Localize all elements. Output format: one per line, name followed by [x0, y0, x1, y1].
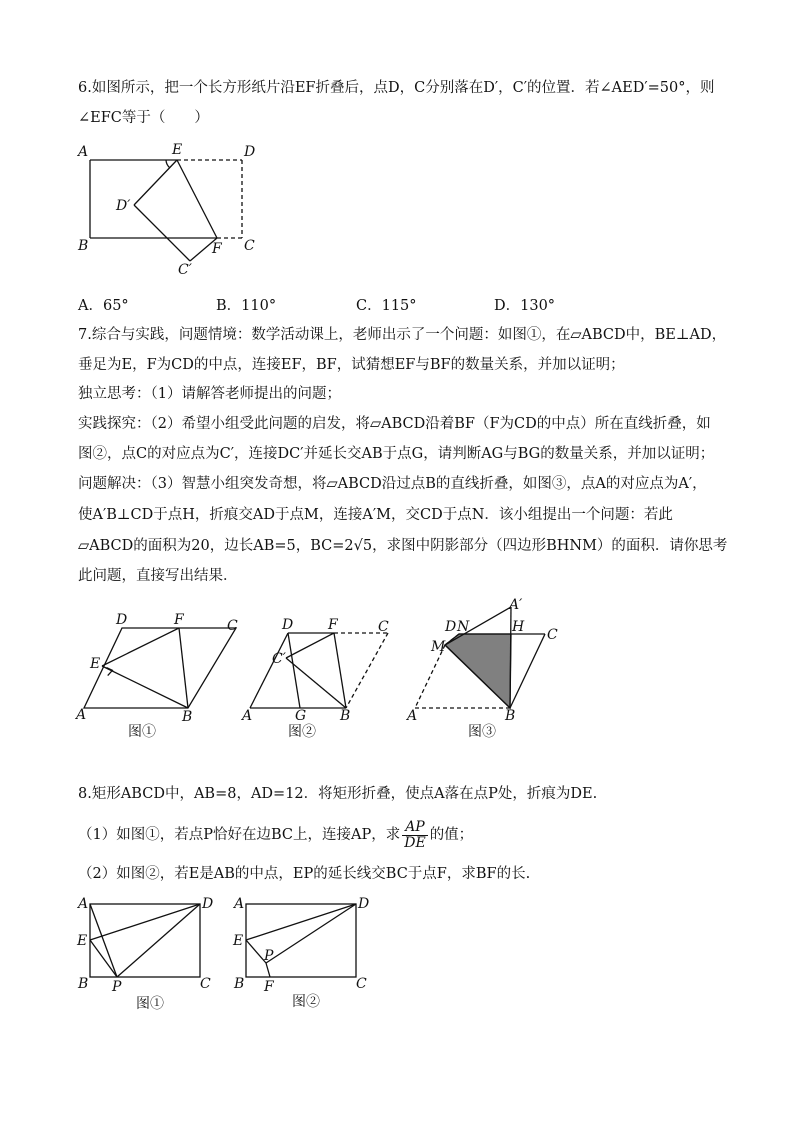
q7f2-label-G: G: [295, 708, 307, 724]
q7-line-7: 使A′B⊥CD于点H，折痕交AD于点M，连接A′M，交CD于点N．该小组提出一个问题：若此: [78, 507, 673, 523]
q8f2-label-C: C: [356, 976, 367, 992]
q6-option-b: B．110°: [216, 298, 277, 314]
q6-figure: [72, 138, 272, 288]
q8-figure-2: [228, 890, 388, 1018]
q8-fraction: [402, 820, 427, 851]
q7-figure-3: [405, 597, 575, 745]
q8-fraction-num: AP: [402, 820, 427, 836]
q7f3-caption: 图③: [468, 724, 496, 740]
q8f2-label-B: B: [234, 976, 245, 992]
q8f1-label-E: E: [77, 933, 88, 949]
q8-stem: 8.矩形ABCD中，AB=8，AD=12．将矩形折叠，使点A落在点P处，折痕为DE.: [78, 786, 598, 802]
q8-figure-1: [72, 890, 232, 1018]
q7-line-1: 7.综合与实践，问题情境：数学活动课上，老师出示了一个问题：如图①，在▱ABCD中，BE⊥AD，: [78, 327, 727, 343]
q8f2-label-A: A: [234, 896, 245, 912]
q6-label-Cprime: C′: [178, 262, 192, 278]
q7-line-5: 图②，点C的对应点为C′，连接DC′并延长交AB于点G，请判断AG与BG的数量关系，并加以证明；: [78, 446, 715, 462]
q7-figure-2: [238, 600, 403, 745]
q6-label-F: F: [212, 241, 222, 257]
q6-option-d: D．130°: [494, 298, 556, 314]
q6-label-B: B: [78, 238, 89, 254]
q7-line-4: 实践探究：（2）希望小组受此问题的启发，将▱ABCD沿着BF（F为CD的中点）所在直线折叠，如: [78, 416, 711, 432]
q7f2-label-C: C: [378, 619, 389, 635]
q7f3-label-A: A: [407, 708, 418, 724]
q7f1-label-C: C: [227, 618, 238, 634]
q8-part2: （2）如图②，若E是AB的中点，EP的延长线交BC于点F，求BF的长.: [78, 866, 531, 882]
q7-line-8: ▱ABCD的面积为20，边长AB=5，BC=2√5，求图中阴影部分（四边形BHNM）的面积．请你思考: [78, 538, 728, 554]
q8f1-label-D: D: [202, 896, 214, 912]
q6-option-c: C．115°: [356, 298, 417, 314]
q8f1-label-P: P: [112, 979, 122, 995]
q7f1-label-E: E: [90, 656, 101, 672]
q8f2-label-D: D: [358, 896, 370, 912]
q7f3-label-N: N: [457, 619, 470, 635]
q7f1-label-F: F: [174, 612, 184, 628]
q6-label-D: D: [244, 144, 256, 160]
q7f3-label-C: C: [547, 627, 558, 643]
q6-option-a: A．65°: [78, 298, 129, 314]
q8-part1: [78, 818, 473, 852]
q7f2-caption: 图②: [288, 724, 316, 740]
q7f1-label-A: A: [76, 707, 87, 723]
q8-part1-post: 的值；: [429, 827, 474, 843]
q8f2-label-E: E: [233, 933, 244, 949]
q7-line-3: 独立思考：（1）请解答老师提出的问题；: [78, 386, 341, 402]
q7f3-label-M: M: [431, 639, 446, 655]
q8-part1-pre: （1）如图①，若点P恰好在边BC上，连接AP，求: [78, 827, 401, 843]
q7f2-label-F: F: [328, 617, 338, 633]
q7f2-label-Cprime: C′: [272, 651, 286, 667]
q7f3-label-Aprime: A′: [509, 597, 523, 613]
q8f2-label-F: F: [264, 979, 274, 995]
q8f1-label-A: A: [78, 896, 89, 912]
q6-label-Dprime: D′: [116, 198, 131, 214]
q6-label-C: C: [244, 238, 255, 254]
q7f3-label-D: D: [445, 619, 457, 635]
q8f2-label-P: P: [264, 948, 274, 964]
q8f2-caption: 图②: [292, 994, 320, 1010]
q7f1-caption: 图①: [128, 724, 156, 740]
q7-line-6: 问题解决：（3）智慧小组突发奇想，将▱ABCD沿过点B的直线折叠，如图③，点A的对应点为A′，: [78, 476, 707, 492]
q8f1-label-B: B: [78, 976, 89, 992]
q8f1-label-C: C: [200, 976, 211, 992]
q8-fraction-den: DE: [404, 834, 426, 851]
q7f1-label-B: B: [182, 709, 193, 725]
q7-line-9: 此问题，直接写出结果．: [78, 568, 238, 584]
q8f1-caption: 图①: [136, 996, 164, 1012]
q7f2-label-D: D: [282, 617, 294, 633]
q7-line-2: 垂足为E，F为CD的中点，连接EF，BF，试猜想EF与BF的数量关系，并加以证明；: [78, 357, 625, 373]
q6-label-E: E: [172, 142, 183, 158]
q6-stem-line1: 6.如图所示，把一个长方形纸片沿EF折叠后，点D，C分别落在D′，C′的位置．若∠AED′=50°，则: [78, 80, 715, 96]
q7f3-shaded-region: [445, 634, 511, 708]
q7f2-label-B: B: [340, 708, 351, 724]
q7-figure-1: [72, 600, 242, 745]
q7f1-label-D: D: [116, 612, 128, 628]
q6-stem-line2: ∠EFC等于（ ）: [78, 110, 209, 126]
q7f3-label-H: H: [512, 619, 525, 635]
q7f3-label-B: B: [505, 708, 516, 724]
q6-label-A: A: [78, 144, 89, 160]
q7f2-label-A: A: [242, 708, 253, 724]
